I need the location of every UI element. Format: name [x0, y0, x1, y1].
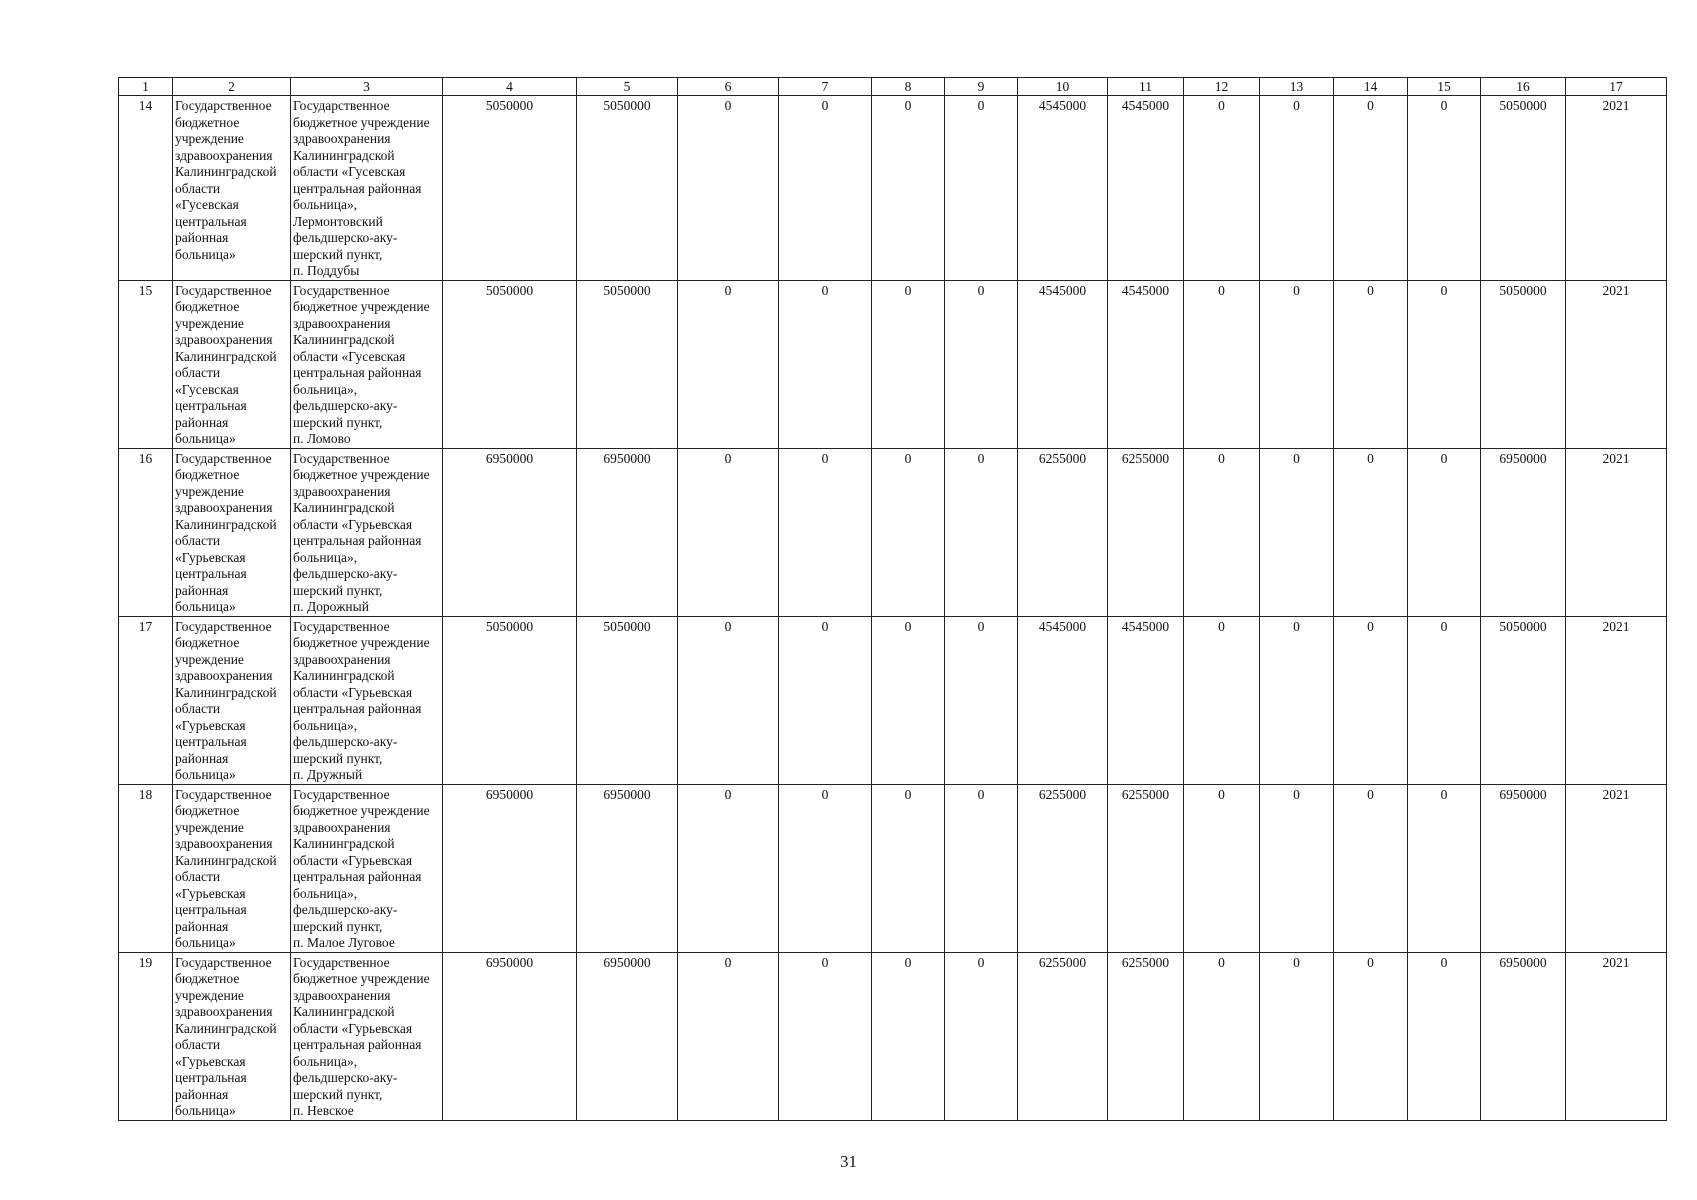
- column-number-header: 12: [1184, 78, 1260, 96]
- value-cell: 0: [1408, 616, 1481, 784]
- value-cell: 4545000: [1018, 616, 1108, 784]
- value-cell: 5050000: [1481, 280, 1566, 448]
- organization-cell: Государственное бюджетное учреждение здравоохранения Калининградской области «Гурьевская центральная районная больница»: [173, 616, 291, 784]
- value-cell: 4545000: [1108, 96, 1184, 281]
- column-number-header: 3: [291, 78, 443, 96]
- object-cell: Государственное бюджетное учреждение здравоохранения Калининградской области «Гусевская центральная районная больница», фельдшерско-аку- шерский пункт, п. Ломово: [291, 280, 443, 448]
- object-cell: Государственное бюджетное учреждение здравоохранения Калининградской области «Гурьевская центральная районная больница», фельдшерско-аку- шерский пункт, п. Малое Луговое: [291, 784, 443, 952]
- value-cell: 6950000: [443, 952, 577, 1120]
- row-number-cell: 18: [119, 784, 173, 952]
- organization-cell: Государственное бюджетное учреждение здравоохранения Калининградской области «Гурьевская центральная районная больница»: [173, 952, 291, 1120]
- value-cell: 0: [872, 280, 945, 448]
- row-number-cell: 15: [119, 280, 173, 448]
- value-cell: 0: [1184, 952, 1260, 1120]
- value-cell: 5050000: [1481, 96, 1566, 281]
- column-number-header: 7: [779, 78, 872, 96]
- table-row: [119, 96, 1667, 281]
- value-cell: 0: [1408, 784, 1481, 952]
- value-cell: 2021: [1566, 952, 1667, 1120]
- value-cell: 0: [779, 96, 872, 281]
- row-number-cell: 16: [119, 448, 173, 616]
- value-cell: 0: [945, 952, 1018, 1120]
- row-number-cell: 17: [119, 616, 173, 784]
- organization-cell: Государственное бюджетное учреждение здравоохранения Калининградской области «Гусевская центральная районная больница»: [173, 96, 291, 281]
- column-number-header: 8: [872, 78, 945, 96]
- column-number-header: 15: [1408, 78, 1481, 96]
- value-cell: 4545000: [1018, 96, 1108, 281]
- table-body: [119, 96, 1667, 1121]
- row-number-cell: 14: [119, 96, 173, 281]
- value-cell: 0: [678, 448, 779, 616]
- object-cell: Государственное бюджетное учреждение здравоохранения Калининградской области «Гурьевская центральная районная больница», фельдшерско-аку- шерский пункт, п. Дружный: [291, 616, 443, 784]
- value-cell: 0: [1334, 96, 1408, 281]
- value-cell: 0: [872, 96, 945, 281]
- value-cell: 5050000: [577, 280, 678, 448]
- table-row: [119, 280, 1667, 448]
- value-cell: 6255000: [1018, 784, 1108, 952]
- value-cell: 0: [1184, 96, 1260, 281]
- value-cell: 0: [872, 952, 945, 1120]
- column-number-header: 2: [173, 78, 291, 96]
- value-cell: 6950000: [1481, 952, 1566, 1120]
- value-cell: 0: [945, 96, 1018, 281]
- value-cell: 5050000: [577, 616, 678, 784]
- value-cell: 0: [872, 784, 945, 952]
- value-cell: 0: [779, 784, 872, 952]
- value-cell: 0: [1260, 96, 1334, 281]
- object-cell: Государственное бюджетное учреждение здравоохранения Калининградской области «Гусевская центральная районная больница», Лермонтовский фельдшерско-аку- шерский пункт, п. Поддубы: [291, 96, 443, 281]
- object-cell: Государственное бюджетное учреждение здравоохранения Калининградской области «Гурьевская центральная районная больница», фельдшерско-аку- шерский пункт, п. Невское: [291, 952, 443, 1120]
- value-cell: 0: [872, 616, 945, 784]
- value-cell: 0: [1184, 784, 1260, 952]
- column-number-header: 5: [577, 78, 678, 96]
- row-number-cell: 19: [119, 952, 173, 1120]
- value-cell: 0: [779, 280, 872, 448]
- value-cell: 0: [1260, 448, 1334, 616]
- value-cell: 6255000: [1108, 784, 1184, 952]
- organization-cell: Государственное бюджетное учреждение здравоохранения Калининградской области «Гусевская центральная районная больница»: [173, 280, 291, 448]
- value-cell: 2021: [1566, 280, 1667, 448]
- column-number-header: 17: [1566, 78, 1667, 96]
- value-cell: 0: [1408, 280, 1481, 448]
- value-cell: 0: [1334, 448, 1408, 616]
- table-row: [119, 784, 1667, 952]
- value-cell: 5050000: [577, 96, 678, 281]
- value-cell: 0: [945, 784, 1018, 952]
- table-row: [119, 448, 1667, 616]
- column-number-header: 10: [1018, 78, 1108, 96]
- value-cell: 6255000: [1018, 448, 1108, 616]
- value-cell: 0: [1334, 784, 1408, 952]
- value-cell: 6950000: [577, 784, 678, 952]
- value-cell: 0: [1334, 952, 1408, 1120]
- value-cell: 0: [1184, 280, 1260, 448]
- value-cell: 4545000: [1018, 280, 1108, 448]
- value-cell: 4545000: [1108, 616, 1184, 784]
- value-cell: 0: [678, 952, 779, 1120]
- column-number-header: 6: [678, 78, 779, 96]
- value-cell: 6255000: [1018, 952, 1108, 1120]
- column-number-row: [119, 78, 1667, 96]
- object-cell: Государственное бюджетное учреждение здравоохранения Калининградской области «Гурьевская центральная районная больница», фельдшерско-аку- шерский пункт, п. Дорожный: [291, 448, 443, 616]
- value-cell: 6950000: [1481, 448, 1566, 616]
- value-cell: 0: [1184, 448, 1260, 616]
- value-cell: 5050000: [443, 96, 577, 281]
- value-cell: 0: [1334, 280, 1408, 448]
- value-cell: 6950000: [577, 448, 678, 616]
- column-number-header: 1: [119, 78, 173, 96]
- column-number-header: 9: [945, 78, 1018, 96]
- value-cell: 0: [678, 96, 779, 281]
- column-number-header: 16: [1481, 78, 1566, 96]
- value-cell: 0: [945, 448, 1018, 616]
- value-cell: 2021: [1566, 448, 1667, 616]
- organization-cell: Государственное бюджетное учреждение здравоохранения Калининградской области «Гурьевская центральная районная больница»: [173, 448, 291, 616]
- value-cell: 6950000: [443, 448, 577, 616]
- value-cell: 0: [678, 280, 779, 448]
- value-cell: 0: [872, 448, 945, 616]
- value-cell: 0: [1184, 616, 1260, 784]
- value-cell: 0: [1408, 952, 1481, 1120]
- value-cell: 0: [779, 616, 872, 784]
- value-cell: 0: [945, 280, 1018, 448]
- organization-cell: Государственное бюджетное учреждение здравоохранения Калининградской области «Гурьевская центральная районная больница»: [173, 784, 291, 952]
- column-number-header: 4: [443, 78, 577, 96]
- value-cell: 2021: [1566, 616, 1667, 784]
- value-cell: 0: [779, 952, 872, 1120]
- value-cell: 0: [779, 448, 872, 616]
- column-number-header: 14: [1334, 78, 1408, 96]
- value-cell: 0: [1334, 616, 1408, 784]
- value-cell: 0: [678, 616, 779, 784]
- value-cell: 0: [1260, 280, 1334, 448]
- column-number-header: 11: [1108, 78, 1184, 96]
- value-cell: 0: [678, 784, 779, 952]
- value-cell: 0: [945, 616, 1018, 784]
- value-cell: 6950000: [1481, 784, 1566, 952]
- value-cell: 6255000: [1108, 952, 1184, 1120]
- table-row: [119, 616, 1667, 784]
- value-cell: 0: [1260, 952, 1334, 1120]
- value-cell: 6950000: [443, 784, 577, 952]
- value-cell: 2021: [1566, 96, 1667, 281]
- value-cell: 0: [1408, 96, 1481, 281]
- column-number-header: 13: [1260, 78, 1334, 96]
- value-cell: 0: [1408, 448, 1481, 616]
- value-cell: 4545000: [1108, 280, 1184, 448]
- value-cell: 6255000: [1108, 448, 1184, 616]
- page-number: 31: [840, 1152, 857, 1171]
- table-row: [119, 952, 1667, 1120]
- value-cell: 5050000: [443, 616, 577, 784]
- budget-table: [118, 77, 1667, 1121]
- value-cell: 0: [1260, 784, 1334, 952]
- value-cell: 0: [1260, 616, 1334, 784]
- value-cell: 5050000: [443, 280, 577, 448]
- value-cell: 2021: [1566, 784, 1667, 952]
- value-cell: 6950000: [577, 952, 678, 1120]
- value-cell: 5050000: [1481, 616, 1566, 784]
